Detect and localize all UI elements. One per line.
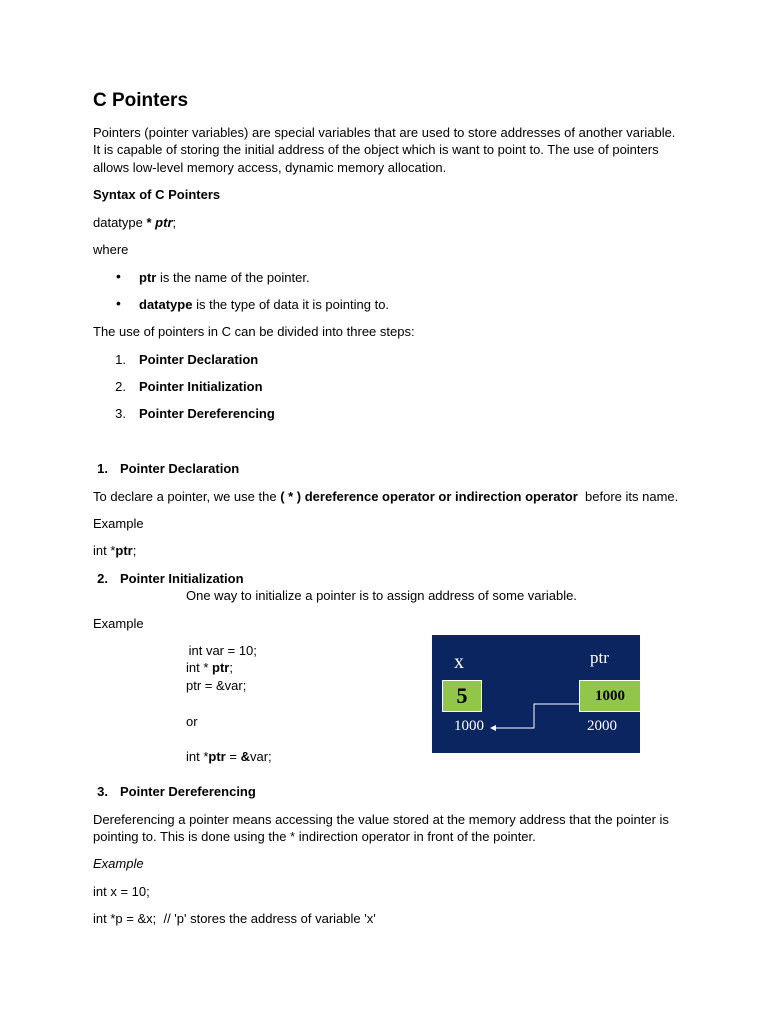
- syntax-star: *: [146, 215, 156, 230]
- section-number: 1.: [97, 461, 108, 476]
- pointer-diagram: [432, 635, 640, 753]
- dereferencing-text-2: pointing to. This is done using the * indirection operator in front of the pointer.: [93, 829, 536, 844]
- where-text: where: [93, 242, 129, 257]
- intro-line-3: allows low-level memory access, dynamic memory allocation.: [93, 160, 447, 175]
- declaration-text: [93, 488, 678, 505]
- bullet-dot: •: [116, 268, 121, 284]
- bullet-item-ptr: [139, 269, 310, 286]
- declaration-text-c: before its name.: [577, 489, 679, 504]
- code-part: ;: [132, 543, 137, 558]
- bullet-desc: is the name of the pointer.: [156, 270, 310, 285]
- syntax-line: [93, 214, 176, 231]
- code-part: var;: [249, 749, 272, 764]
- code-part: =: [225, 749, 241, 764]
- bullet-item-datatype: [139, 296, 389, 313]
- init-code-line-4: [186, 748, 272, 765]
- declaration-code: [93, 542, 136, 559]
- code-part: ;: [229, 660, 233, 675]
- deref-code-line-2: int *p = &x; // 'p' stores the address of variable 'x': [93, 911, 376, 926]
- bullet-dot: •: [116, 295, 121, 311]
- intro-line-2: It is capable of storing the initial address of the object which is want to point to. The use of pointers: [93, 142, 659, 157]
- section-number: 2.: [97, 571, 108, 586]
- steps-intro: The use of pointers in C can be divided into three steps:: [93, 324, 415, 339]
- step-number: 3.: [115, 406, 126, 421]
- step-label: Pointer Dereferencing: [139, 406, 275, 421]
- dereferencing-text-1: Dereferencing a pointer means accessing the value stored at the memory address that the pointer is: [93, 812, 669, 827]
- syntax-heading: Syntax of C Pointers: [93, 187, 221, 202]
- syntax-semicolon: ;: [172, 215, 177, 230]
- syntax-ptr: ptr: [155, 215, 173, 230]
- step-label: Pointer Declaration: [139, 352, 259, 367]
- example-label: Example: [93, 516, 144, 531]
- section-heading-declaration: Pointer Declaration: [120, 461, 240, 476]
- code-part: &: [240, 749, 250, 764]
- init-code-line-1: int var = 10;: [185, 643, 257, 658]
- init-code-line-2: [186, 659, 233, 676]
- code-part: int *: [93, 543, 116, 558]
- diagram-x-address: 1000: [454, 718, 484, 734]
- code-part: int *: [186, 749, 209, 764]
- init-code-line-3: ptr = &var;: [186, 678, 247, 693]
- diagram-x-label: x: [454, 651, 464, 673]
- step-label: Pointer Initialization: [139, 379, 263, 394]
- bullet-desc: is the type of data it is pointing to.: [192, 297, 390, 312]
- diagram-ptr-address: 2000: [587, 718, 617, 734]
- section-heading-dereferencing: Pointer Dereferencing: [120, 784, 256, 799]
- diagram-arrow: [432, 635, 640, 753]
- diagram-x-box: 5: [442, 680, 482, 712]
- step-number: 2.: [115, 379, 126, 394]
- section-number: 3.: [97, 784, 108, 799]
- declaration-text-b: ( * ) dereference operator or indirection operator: [280, 489, 578, 504]
- bullet-term: datatype: [139, 297, 193, 312]
- code-part: ptr: [115, 543, 133, 558]
- deref-code-line-1: int x = 10;: [93, 884, 150, 899]
- syntax-type: datatype: [93, 215, 147, 230]
- diagram-ptr-label: ptr: [590, 648, 609, 667]
- code-part: int *: [186, 660, 213, 675]
- code-part: ptr: [208, 749, 226, 764]
- initialization-text: One way to initialize a pointer is to assign address of some variable.: [186, 588, 577, 603]
- init-code-or: or: [186, 714, 198, 729]
- declaration-text-a: To declare a pointer, we use the: [93, 489, 281, 504]
- page-title: C Pointers: [93, 90, 189, 111]
- diagram-ptr-box: 1000: [579, 680, 641, 712]
- example-label: Example: [93, 856, 144, 871]
- example-label: Example: [93, 616, 144, 631]
- bullet-term: ptr: [139, 270, 157, 285]
- section-heading-initialization: Pointer Initialization: [120, 571, 244, 586]
- intro-line-1: Pointers (pointer variables) are special variables that are used to store addresses of another variable.: [93, 125, 676, 140]
- step-number: 1.: [115, 352, 126, 367]
- code-part: ptr: [212, 660, 230, 675]
